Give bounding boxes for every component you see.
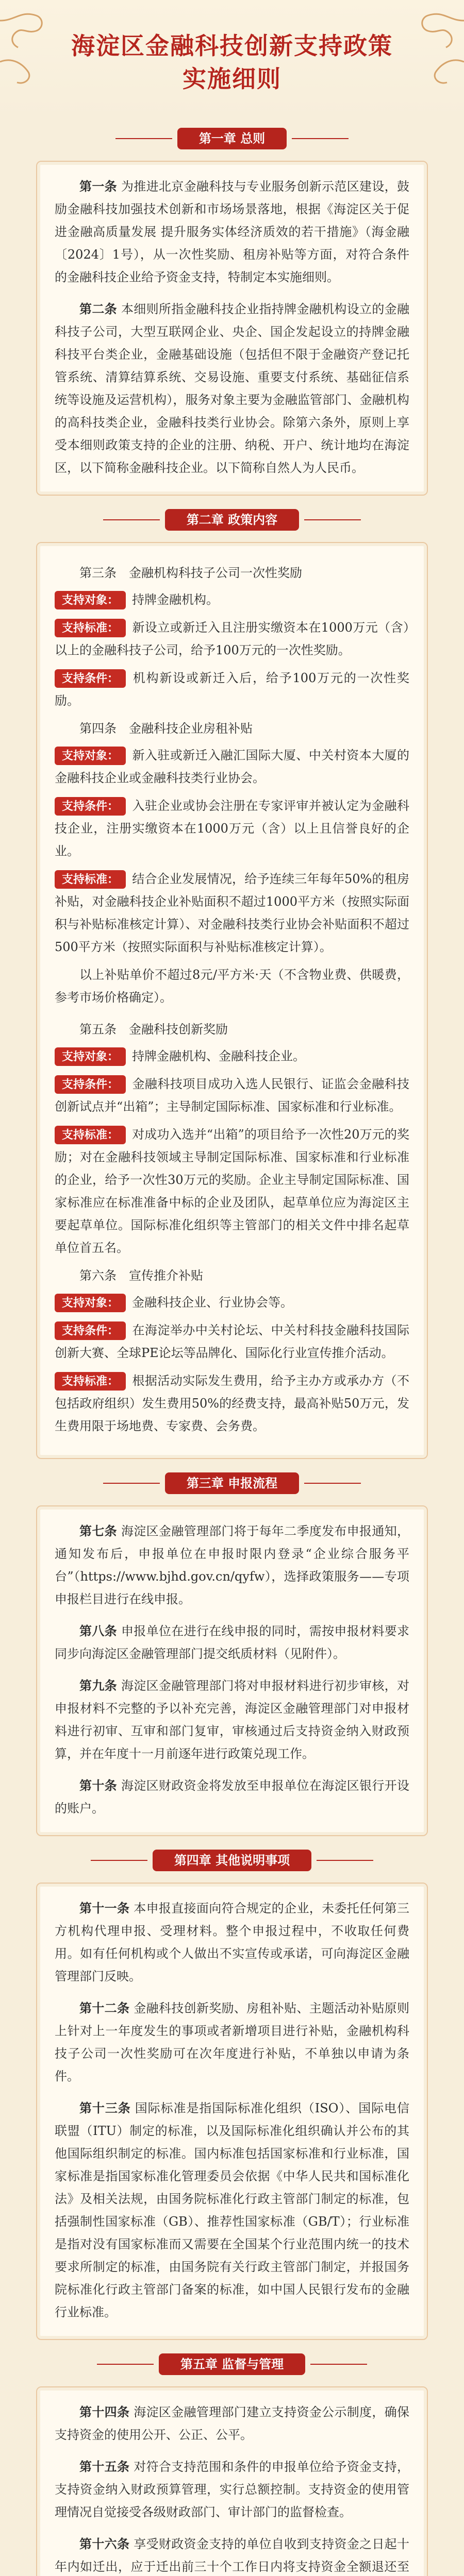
header-banner — [0, 0, 464, 118]
chapter-title: 第一章 总则 — [177, 128, 287, 149]
support-row — [55, 868, 409, 958]
support-row — [55, 1073, 409, 1118]
article-text: 享受财政资金支持的单位自收到支持资金之日起十年内如迁出，应于迁出前三十个工作日内将支持资金全额退还至 — [55, 2537, 409, 2574]
content — [0, 128, 464, 2576]
article — [55, 2455, 409, 2523]
support-row — [55, 1045, 409, 1067]
article — [55, 1774, 409, 1820]
support-tag: 支持条件： — [55, 797, 126, 816]
article-number: 第八条 — [79, 1623, 117, 1638]
article-text: 本申报直接面向符合规定的企业，未委托任何第三方机构代理申报、受理材料。整个申报过程中，不收取任何费用。如有任何机构或个人做出不实宣传或承诺，可向海淀区金融管理部门反映。 — [55, 1901, 409, 1984]
article-number: 第十二条 — [79, 2001, 130, 2015]
chapter-header-4 — [36, 1850, 428, 1871]
chapter-header-2 — [36, 509, 428, 531]
support-text: 金融科技企业、行业协会等。 — [132, 1295, 293, 1310]
page-title-line-1: 海淀区金融科技创新支持政策 — [71, 32, 393, 60]
article-text: 国际标准是指国际标准化组织（ISO）、国际电信联盟（ITU）制定的标准，以及国际标准化组织确认并公布的其他国际组织制定的标准。国内标准包括国家标准和行业标准，国家标准是指国家标准化管理委员会依据《中华人民共和国标准化法》及相关法规，由国务院标准化行政主管部门制定的标准，包括强制性国家标准（GB）、推荐性国家标准（GB/T）；行业标准是指对没有国家标准而又需要在全国某个行业范围内统一的技术要求所制定的标准，由国务院有关行政主管部门制定，并报国务院标准化行政主管部门备案的标准，如中国人民银行发布的金融行业标准。 — [55, 2101, 409, 2319]
support-text: 结合企业发展情况，给予连续三年每年50%的租房补贴，对金融科技企业补贴面积不超过1000平方米（按照实际面积与补贴标准核定计算）、对金融科技类行业协会补贴面积不超过500平方米（按照实际面积与补贴标准核定计算）。 — [55, 872, 409, 954]
article — [55, 175, 409, 289]
article — [55, 2097, 409, 2324]
article-number: 第七条 — [79, 1523, 117, 1538]
page-title-line-2: 实施细则 — [183, 65, 281, 93]
article — [55, 2401, 409, 2446]
article-number: 第十六条 — [79, 2536, 130, 2551]
support-tag: 支持对象： — [55, 1294, 126, 1312]
support-row — [55, 588, 409, 611]
article-text: 本细则所指金融科技企业指持牌金融机构设立的金融科技子公司，大型互联网企业、央企、国企发起设立的持牌金融科技平台类企业，金融基础设施（包括但不限于金融资产登记托管系统、清算结算系统、交易设施、重要支付系统、基础征信系统等设施及运营机构），服务对象主要为金融监管部门、金融机构的高科技类企业，金融科技类行业协会。除第六条外，原则上享受本细则政策支持的企业的注册、纳税、开户、统计地均在海淀区，以下简称金融科技企业。以下简称自然人为人民币。 — [55, 302, 410, 475]
item-title: 第三条 金融机构科技子公司一次性奖励 — [79, 566, 302, 580]
chapter-title: 第四章 其他说明事项 — [153, 1850, 311, 1871]
article-text: 对符合支持范围和条件的申报单位给予资金支持，支持资金纳入财政预算管理，实行总额控制。支持资金的使用管理情况自觉接受各级财政部门、审计部门的监督检查。 — [55, 2460, 409, 2519]
chapter-section-3 — [36, 1505, 428, 1836]
chapter-section-1 — [36, 161, 428, 496]
support-row — [55, 744, 409, 789]
support-tag: 支持对象： — [55, 591, 126, 609]
item-title: 第六条 宣传推介补贴 — [79, 1268, 203, 1283]
item-title: 第五条 金融科技创新奖励 — [79, 1022, 228, 1037]
support-text: 在海淀举办中关村论坛、中关村科技金融科技国际创新大赛、全球PE论坛等品牌化、国际化行业宣传推介活动。 — [55, 1323, 409, 1360]
support-row — [55, 794, 409, 862]
support-row — [55, 1291, 409, 1314]
article-text: 海淀区金融管理部门建立支持资金公示制度，确保支持资金的使用公开、公正、公平。 — [55, 2405, 409, 2442]
note-text: 以上补贴单价不超过8元/平方米·天（不含物业费、供暖费，参考市场价格确定）。 — [55, 968, 409, 1005]
support-text: 机构新设或新迁入后，给予100万元的一次性奖励。 — [55, 671, 409, 708]
support-text: 入驻企业或协会注册在专家评审并被认定为金融科技企业，注册实缴资本在1000万元（含）以上且信誉良好的企业。 — [55, 799, 409, 858]
article-text: 为推进北京金融科技与专业服务创新示范区建设，鼓励金融科技加强技术创新和市场场景落地，根据《海淀区关于促进金融高质量发展 提升服务实体经济质效的若干措施》（海金融〔2024〕1号），从一次性奖励、租房补贴等方面，对符合条件的金融科技企业给予资金支持，特制定本实施细则。 — [55, 179, 410, 284]
article — [55, 298, 409, 479]
article-number: 第二条 — [79, 301, 117, 316]
support-text: 持牌金融机构。 — [132, 592, 219, 607]
support-tag: 支持条件： — [55, 1321, 126, 1340]
support-tag: 支持标准： — [55, 619, 126, 637]
article-number: 第十条 — [79, 1778, 117, 1793]
support-tag: 支持对象： — [55, 1047, 126, 1066]
support-row — [55, 1319, 409, 1364]
support-tag: 支持标准： — [55, 1126, 126, 1144]
chapter-title: 第二章 政策内容 — [165, 509, 299, 531]
item-title: 第四条 金融科技企业房租补贴 — [79, 721, 253, 736]
chapter-title: 第五章 监督与管理 — [159, 2353, 305, 2375]
chapter-header-3 — [36, 1472, 428, 1494]
support-row — [55, 616, 409, 662]
support-tag: 支持条件： — [55, 1075, 126, 1094]
support-row — [55, 1123, 409, 1259]
support-tag: 支持对象： — [55, 747, 126, 765]
support-text: 新入驻或新迁入融汇国际大厦、中关村资本大厦的金融科技企业或金融科技类行业协会。 — [55, 748, 409, 785]
support-row — [55, 667, 409, 712]
chapter-section-4 — [36, 1883, 428, 2340]
chapter-header-5 — [36, 2353, 428, 2375]
article — [55, 1674, 409, 1765]
article — [55, 1520, 409, 1611]
support-text: 对成功入选并“出箱”的项目给予一次性20万元的奖励；对在金融科技领域主导制定国际标准、国家标准和行业标准的企业，给予一次性30万元的奖励。企业主导制定国际标准、国家标准应在标准准备中标的企业及团队，起草单位应为海淀区主要起草单位。国际标准化组织等主管部门的相关文件中排名起草单位首五名。 — [55, 1127, 409, 1255]
article — [55, 1620, 409, 1665]
article-text: 海淀区金融管理部门将对申报材料进行初步审核，对申报材料不完整的予以补充完善，海淀区金融管理部门对申报材料进行初审、互审和部门复审，审核通过后支持资金纳入财政预算，并在年度十一月前逐年进行政策兑现工作。 — [55, 1679, 410, 1761]
support-tag: 支持条件： — [55, 669, 126, 688]
support-tag: 支持标准： — [55, 1372, 126, 1391]
article — [55, 1897, 409, 1988]
article-text: 海淀区财政资金将发放至申报单位在海淀区银行开设的账户。 — [55, 1778, 410, 1816]
support-text: 金融科技项目成功入选人民银行、证监会金融科技创新试点并“出箱”；主导制定国际标准、国家标准和行业标准。 — [55, 1077, 409, 1114]
article-number: 第十三条 — [79, 2100, 131, 2115]
article-number: 第十五条 — [79, 2459, 130, 2474]
article-number: 第一条 — [79, 179, 117, 194]
support-tag: 支持标准： — [55, 870, 126, 889]
article-text: 海淀区金融管理部门将于每年二季度发布申报通知，通知发布后，申报单位在申报时限内登录“企业综合服务平台”（https://www.bjhd.gov.cn/qyfw），选择政策服务——专项申报栏目进行在线申报。 — [55, 1524, 410, 1606]
support-row — [55, 1369, 409, 1437]
article — [55, 1997, 409, 2088]
chapter-section-2 — [36, 542, 428, 1459]
article-text: 金融科技创新奖励、房租补贴、主题活动补贴原则上针对上一年度发生的事项或者新增项目进行补贴，金融机构科技子公司一次性奖励可在次年度进行补贴，不单独以申请为条件。 — [55, 2001, 409, 2083]
article — [55, 2533, 409, 2576]
article-number: 第十四条 — [79, 2404, 130, 2419]
article-text: 申报单位在进行在线申报的同时，需按申报材料要求同步向海淀区金融管理部门提交纸质材料（见附件）。 — [55, 1624, 410, 1661]
chapter-header-1 — [36, 128, 428, 149]
support-text: 根据活动实际发生费用，给予主办方或承办方（不包括政府组织）发生费用50%的经费支持，最高补贴50万元，发生费用限于场地费、专家费、会务费。 — [55, 1374, 409, 1433]
support-text: 新设立或新迁入且注册实缴资本在1000万元（含）以上的金融科技子公司，给予100万元的一次性奖励。 — [55, 620, 409, 657]
chapter-section-5 — [36, 2386, 428, 2576]
article-number: 第九条 — [79, 1678, 117, 1693]
article-number: 第十一条 — [79, 1901, 130, 1916]
support-text: 持牌金融机构、金融科技企业。 — [132, 1049, 306, 1063]
chapter-title: 第三章 申报流程 — [165, 1472, 299, 1494]
